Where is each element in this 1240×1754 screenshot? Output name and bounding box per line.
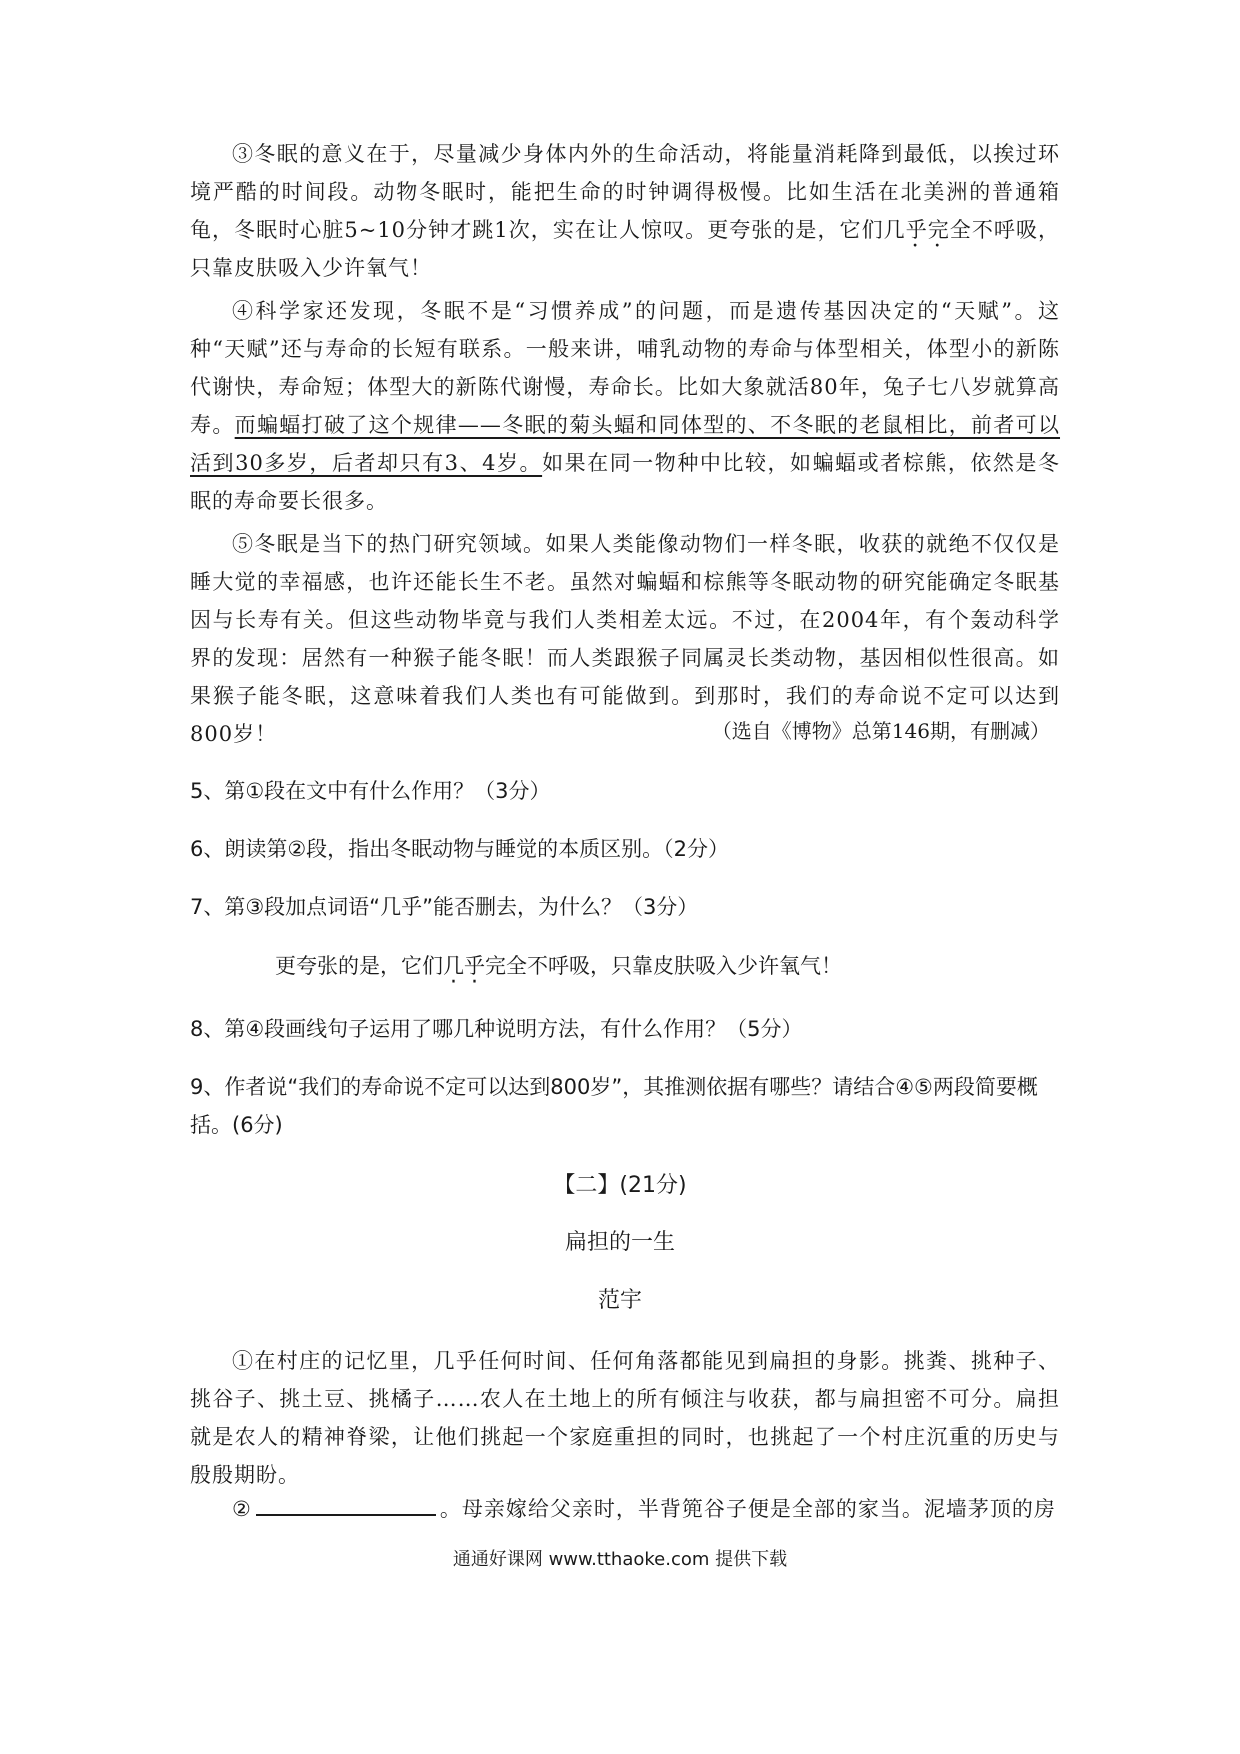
question-7: 7、第③段加点词语“几乎”能否删去，为什么？（3分）	[190, 895, 699, 919]
fill-in-blank	[256, 1490, 436, 1516]
question-8: 8、第④段画线句子运用了哪几种说明方法，有什么作用？（5分）	[190, 1017, 803, 1041]
emphasis-dot-char: 乎	[464, 954, 485, 978]
question-5: 5、第①段在文中有什么作用？（3分）	[190, 779, 551, 803]
paragraph-5: ⑤冬眠是当下的热门研究领域。如果人类能像动物们一样冬眠，收获的就绝不仅仅是睡大觉的幸福感，也许还能长生不老。虽然对蝙蝠和棕熊等冬眠动物的研究能确定冬眠基因与长寿有关。但这些动物毕竟与我们人类相差太远。不过，在2004年，有个轰动科学界的发现：居然有一种猴子能冬眠！而人类跟猴子同属灵长类动物，基因相似性很高。如果猴子能冬眠，这意味着我们人类也有可能做到。到那时，我们的寿命说不定可以达到800岁！	[190, 532, 1060, 746]
question-9: 9、作者说“我们的寿命说不定可以达到800岁”，其推测依据有哪些？请结合④⑤两段简要概括。(6分)	[190, 1075, 1038, 1137]
paragraph-4: ④科学家还发现，冬眠不是“习惯养成”的问题，而是遗传基因决定的“天赋”。这种“天赋”还与寿命的长短有联系。一般来讲，哺乳动物的寿命与体型相关，体型小的新陈代谢快，寿命短；体型大的新陈代谢慢，寿命长。比如大象就活80年，兔子七八岁就算高寿。而蝙蝠打破了这个规律——冬眠的菊头蝠和同体型的、不冬眠的老鼠相比，前者可以活到30多岁，后者却只有3、4岁。如果在同一物种中比较，如蝙蝠或者棕熊，依然是冬眠的寿命要长很多。	[190, 299, 1061, 513]
emphasis-dot-char: 几	[883, 218, 906, 242]
paragraph-3: ③冬眠的意义在于，尽量减少身体内外的生命活动，将能量消耗降到最低，以挨过环境严酷的时间段。动物冬眠时，能把生命的时钟调得极慢。比如生活在北美洲的普通箱龟，冬眠时心脏5~10分钟才跳1次，实在让人惊叹。更夸张的是，它们几乎完全不呼吸，只靠皮肤吸入少许氧气！	[190, 142, 1061, 280]
section-heading: 【二】(21分)	[553, 1173, 687, 1198]
question-6: 6、朗读第②段，指出冬眠动物与睡觉的本质区别。（2分）	[190, 837, 730, 861]
question-7-quote: 更夸张的是，它们几乎完全不呼吸，只靠皮肤吸入少许氧气！	[275, 954, 842, 978]
article-title: 扁担的一生	[564, 1230, 675, 1255]
source-citation: （选自《博物》总第146期，有删减）	[711, 719, 1050, 743]
article-paragraph-2: ② 。母亲嫁给父亲时，半背篼谷子便是全部的家当。泥墙茅顶的房	[190, 1490, 1060, 1528]
emphasis-dot-char: 几	[443, 954, 464, 978]
emphasis-dot-char: 乎	[905, 218, 928, 242]
article-paragraph-1: ①在村庄的记忆里，几乎任何时间、任何角落都能见到扁担的身影。挑粪、挑种子、挑谷子、挑土豆、挑橘子……农人在土地上的所有倾注与收获，都与扁担密不可分。扁担就是农人的精神脊梁，让他们挑起一个家庭重担的同时，也挑起了一个村庄沉重的历史与殷殷期盼。	[190, 1349, 1060, 1487]
article-author: 范宇	[597, 1288, 642, 1313]
underlined-sentence: 而蝙蝠打破了这个规律——冬眠的菊头蝠和同体型的、不冬眠的老鼠相比，前者可以活到30多岁，后者却只有3、4岁。	[190, 413, 1061, 475]
footer-watermark: 通通好课网 www.tthaoke.com 提供下载	[452, 1549, 788, 1570]
